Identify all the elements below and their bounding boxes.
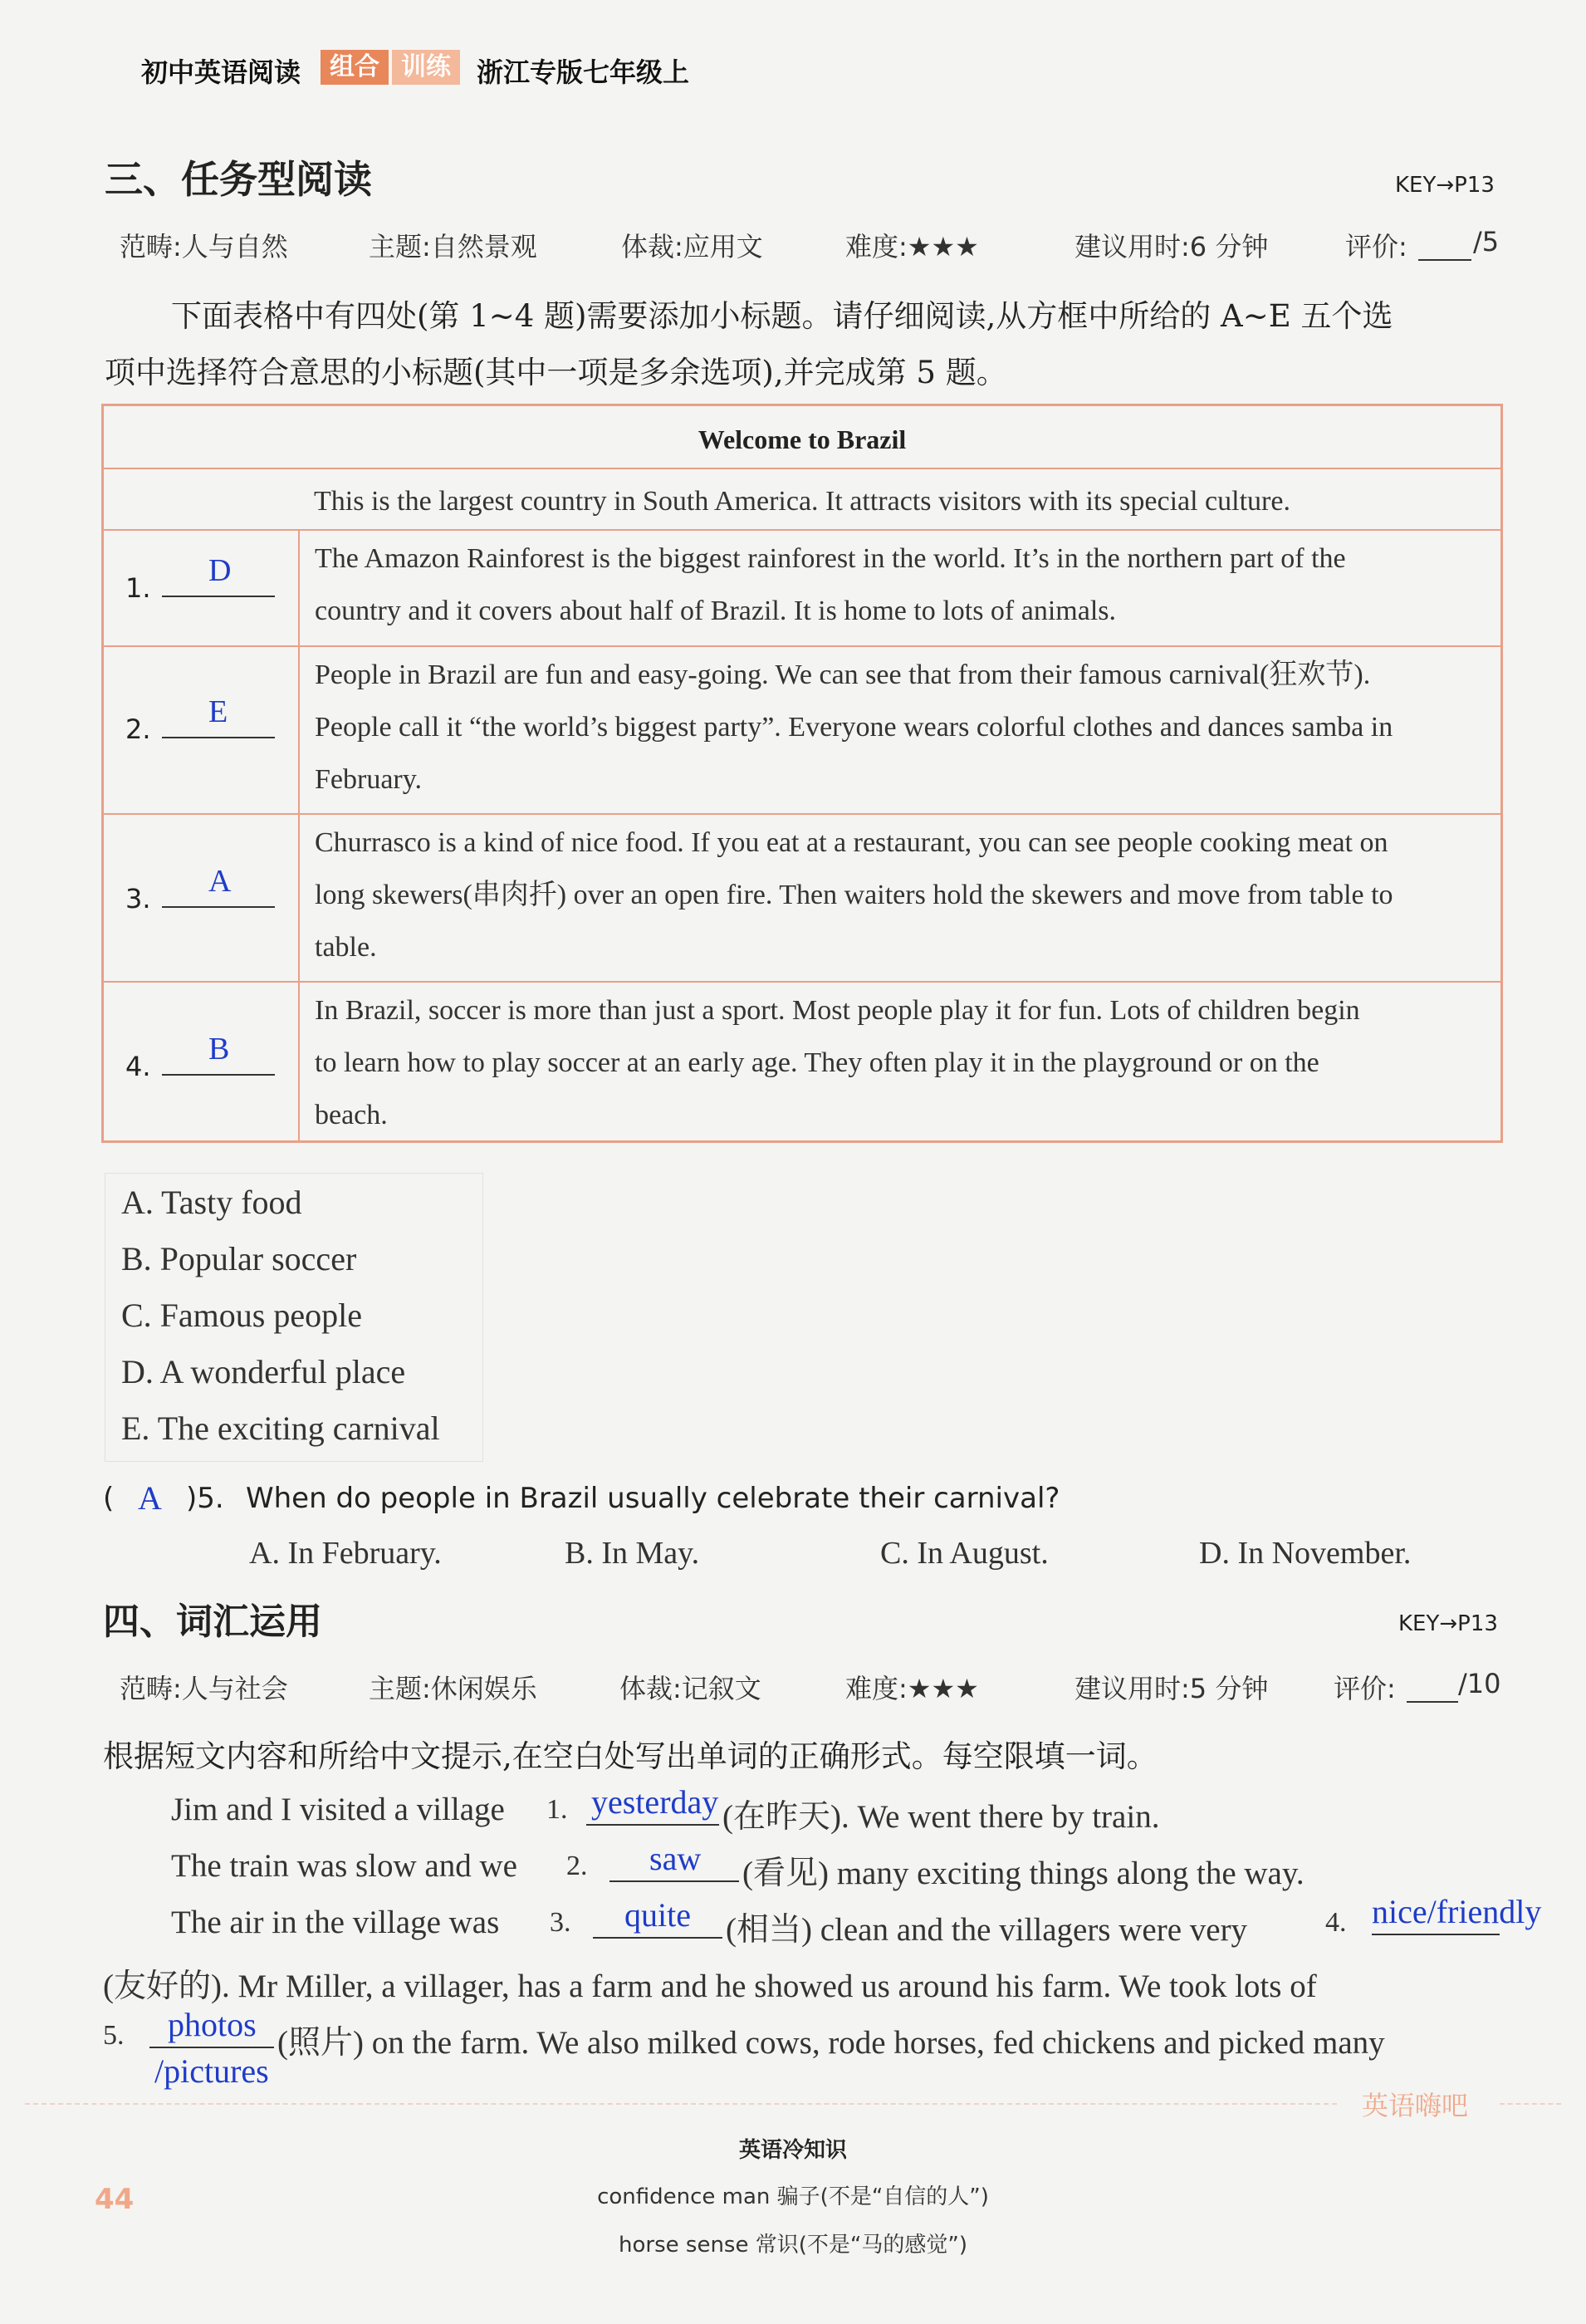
table-intro: This is the largest country in South America. It attracts visitors with its special culture. — [314, 486, 1290, 517]
s4-answer3[interactable]: quite — [624, 1896, 691, 1934]
s4-line2-start: The train was slow and we — [171, 1848, 517, 1884]
row3-line3: table. — [315, 932, 377, 963]
footer-divider-left — [25, 2103, 1337, 2105]
section3-key: KEY→P13 — [1395, 173, 1495, 198]
row4-line2: to learn how to play soccer at an early age. They often play it in the playground or on the — [315, 1047, 1319, 1078]
row3-line1: Churrasco is a kind of nice food. If you eat at a restaurant, you can see people cooking meat on — [315, 827, 1388, 858]
s4-line1-start: Jim and I visited a village — [171, 1792, 505, 1827]
row3-number: 3. — [125, 883, 151, 914]
s4-blank2-line — [609, 1880, 739, 1882]
s4-blank3-line — [593, 1937, 722, 1939]
footer-line1: confidence man 骗子(不是“自信的人”) — [597, 2184, 989, 2209]
section3-score-label: 评价: — [1345, 231, 1407, 262]
row3-text — [315, 816, 1489, 973]
option-b: B. Popular soccer — [121, 1240, 357, 1277]
section4-topic: 主题:休闲娱乐 — [369, 1673, 537, 1704]
row3-answer: A — [208, 864, 232, 899]
s4-answer1[interactable]: yesterday — [591, 1783, 719, 1821]
s4-blank5-line — [149, 2047, 274, 2048]
section4-scope: 范畴:人与社会 — [120, 1673, 288, 1704]
table-title: Welcome to Brazil — [698, 424, 907, 454]
tag-training: 训练 — [392, 50, 460, 85]
s4-blank4-line — [1372, 1934, 1500, 1935]
row2-blank[interactable] — [162, 737, 275, 738]
q5-open-paren: ( — [103, 1482, 115, 1515]
option-d: D. A wonderful place — [121, 1353, 406, 1390]
page-number: 44 — [95, 2183, 135, 2216]
row2-line3: February. — [315, 764, 423, 795]
s4-answer5a[interactable]: photos — [168, 2006, 257, 2043]
section4-score-label: 评价: — [1334, 1673, 1396, 1704]
option-a: A. Tasty food — [121, 1184, 302, 1221]
row4-line3: beach. — [315, 1100, 388, 1130]
row4-answer: B — [208, 1032, 230, 1066]
row2-answer: E — [208, 694, 228, 729]
edition-title: 浙江专版七年级上 — [477, 56, 690, 88]
section3-topic: 主题:自然景观 — [369, 231, 537, 262]
s4-answer4[interactable]: nice/friendly — [1372, 1893, 1542, 1930]
row2-number: 2. — [125, 713, 151, 745]
option-c: C. Famous people — [121, 1297, 362, 1334]
s4-blank1-line — [586, 1824, 719, 1826]
row1-line1: The Amazon Rainforest is the biggest rainforest in the world. It’s in the northern part of the — [315, 543, 1346, 574]
footer-divider-right — [1500, 2103, 1561, 2105]
s4-blank4-number: 4. — [1325, 1907, 1347, 1938]
row4-number: 4. — [125, 1051, 151, 1082]
row1-blank[interactable] — [162, 596, 275, 597]
row4-blank[interactable] — [162, 1074, 275, 1076]
section4-score-total: /10 — [1458, 1668, 1501, 1699]
section4-time: 建议用时:5 分钟 — [1074, 1673, 1269, 1704]
s4-blank3-number: 3. — [550, 1907, 571, 1938]
s4-answer5b[interactable]: /pictures — [154, 2052, 269, 2090]
section3-scope: 范畴:人与自然 — [120, 231, 288, 262]
s4-blank2-number: 2. — [566, 1851, 588, 1881]
brazil-table — [101, 404, 1503, 1143]
q5-choice-c[interactable]: C. In August. — [880, 1536, 1049, 1571]
s4-line1-end: (在昨天). We went there by train. — [722, 1799, 1160, 1835]
row1-number: 1. — [125, 572, 151, 604]
q5-choice-b[interactable]: B. In May. — [565, 1536, 700, 1571]
q5-choice-d[interactable]: D. In November. — [1199, 1536, 1412, 1571]
section3-score-total: /5 — [1473, 226, 1500, 257]
q5-number: )5. — [186, 1482, 224, 1515]
section4-genre: 体裁:记叙文 — [619, 1673, 761, 1704]
s4-line3-end: (相当) clean and the villagers were very — [726, 1912, 1248, 1948]
section4-title: 四、词汇运用 — [103, 1601, 322, 1643]
tag-combo: 组合 — [321, 50, 389, 85]
s4-line4: (友好的). Mr Miller, a villager, has a farm and he showed us around his farm. We took lots of — [103, 1969, 1317, 2004]
footer-title: 英语冷知识 — [738, 2138, 847, 2163]
section3-difficulty: 难度:★★★ — [845, 231, 979, 262]
section4-instruction: 根据短文内容和所给中文提示,在空白处写出单词的正确形式。每空限填一词。 — [103, 1738, 1158, 1774]
q5-question: When do people in Brazil usually celebrate their carnival? — [246, 1482, 1060, 1515]
row1-answer: D — [208, 553, 232, 588]
section4-difficulty: 难度:★★★ — [845, 1673, 979, 1704]
section3-title: 三、任务型阅读 — [105, 157, 372, 202]
row1-text — [315, 532, 1489, 637]
s4-line5: (照片) on the farm. We also milked cows, rode horses, fed chickens and picked many — [277, 2025, 1385, 2061]
section4-key: KEY→P13 — [1398, 1611, 1498, 1636]
s4-line2-end: (看见) many exciting things along the way. — [742, 1856, 1305, 1891]
footer-line2: horse sense 常识(不是“马的感觉”) — [619, 2233, 967, 2258]
section3-instruction-2: 项中选择符合意思的小标题(其中一项是多余选项),并完成第 5 题。 — [105, 355, 1007, 390]
q5-choice-a[interactable]: A. In February. — [249, 1536, 442, 1571]
row4-line1: In Brazil, soccer is more than just a sport. Most people play it for fun. Lots of children begin — [315, 995, 1360, 1026]
section3-instruction-1: 下面表格中有四处(第 1~4 题)需要添加小标题。请仔细阅读,从方框中所给的 A~E 五个选 — [171, 298, 1393, 334]
row1-line2: country and it covers about half of Brazil. It is home to lots of animals. — [315, 596, 1116, 626]
section3-genre: 体裁:应用文 — [621, 231, 763, 262]
s4-answer2[interactable]: saw — [649, 1840, 702, 1877]
row2-line1: People in Brazil are fun and easy-going. We can see that from their famous carnival(狂欢节). — [315, 659, 1371, 690]
series-title: 初中英语阅读 — [141, 56, 301, 88]
row4-text — [315, 984, 1489, 1141]
row3-line2: long skewers(串肉扦) over an open fire. Then waiters hold the skewers and move from table to — [315, 880, 1393, 910]
row2-text — [315, 649, 1489, 806]
option-e: E. The exciting carnival — [121, 1410, 440, 1447]
q5-answer[interactable]: A — [138, 1479, 162, 1517]
section3-score-blank — [1418, 259, 1471, 261]
row3-blank[interactable] — [162, 906, 275, 908]
s4-line3-start: The air in the village was — [171, 1905, 500, 1940]
s4-blank5-number: 5. — [103, 2020, 125, 2051]
section3-time: 建议用时:6 分钟 — [1074, 231, 1269, 262]
s4-blank1-number: 1. — [546, 1794, 568, 1825]
section4-score-blank — [1407, 1701, 1458, 1703]
footer-brand: 英语嗨吧 — [1362, 2090, 1469, 2121]
row2-line2: People call it “the world’s biggest party”. Everyone wears colorful clothes and dances samba in — [315, 712, 1393, 743]
